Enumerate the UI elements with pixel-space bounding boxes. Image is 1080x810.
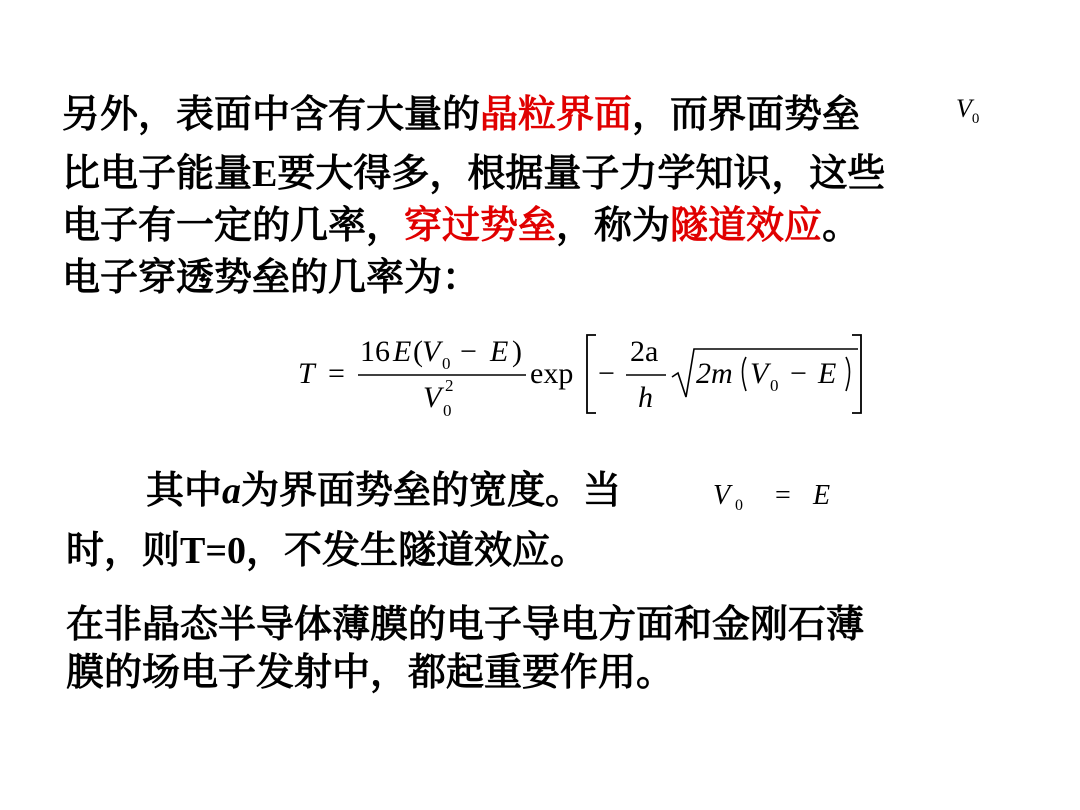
para1-line3-text-c: 。 — [822, 203, 861, 247]
formula-den-sub: 0 — [443, 401, 452, 420]
formula-right-bracket — [852, 335, 861, 413]
condition-v0-equals-e — [705, 470, 855, 520]
para1-line2-text-a: 比电子能量 — [62, 151, 253, 195]
para3-line2-text: 膜的场电子发射中，都起重要作用。 — [66, 650, 675, 694]
t-equals-zero: T=0 — [180, 530, 247, 572]
para1-line1-text-a: 另外，表面中含有大量的 — [62, 92, 481, 136]
para3-line1 — [66, 598, 864, 650]
para2-line1-text-b: 为界面势垒的宽度。当 — [241, 468, 622, 512]
para1-line3-text-b: ，称为 — [556, 203, 671, 247]
formula-sqrt-2m: 2m — [696, 357, 733, 390]
para2-line1 — [146, 464, 621, 517]
para2-line1-text-a: 其中 — [146, 468, 223, 512]
para1-line4 — [62, 251, 480, 303]
para1-line1 — [62, 88, 860, 140]
width-var-a: a — [222, 470, 242, 512]
formula-sqrt-rparen — [846, 357, 850, 391]
v0-inline-v: V — [956, 94, 972, 123]
cond-V: V — [713, 480, 731, 511]
cross-barrier-highlight: 穿过势垒 — [404, 203, 557, 247]
formula-den-sup: 2 — [445, 376, 454, 395]
formula-frac2-num: 2a — [630, 335, 659, 368]
para3-line1-text: 在非晶态半导体薄膜的电子导电方面和金刚石薄 — [66, 602, 865, 646]
tunnel-effect-highlight: 隧道效应 — [670, 203, 823, 247]
grain-boundary-highlight: 晶粒界面 — [480, 92, 633, 136]
formula-minus: − — [598, 357, 615, 390]
formula-num-rparen: ) — [512, 335, 522, 368]
formula-T: T — [298, 357, 315, 390]
formula-num-minus: − — [460, 335, 477, 368]
cond-eq: = — [775, 480, 791, 511]
para1-line3-text-a: 电子有一定的几率， — [62, 203, 405, 247]
formula-equals: = — [328, 357, 345, 390]
v0-inline-sub: 0 — [971, 111, 980, 128]
formula-sqrt-V: V — [750, 357, 769, 390]
formula-left-bracket — [587, 335, 596, 413]
para2-line2-text-a: 时，则 — [66, 528, 181, 572]
formula-sqrt-minus: − — [790, 357, 807, 390]
formula-sqrt-E: E — [818, 357, 837, 390]
formula-exp: exp — [530, 357, 574, 390]
para2-line2-text-b: ，不发生隧道效应。 — [246, 528, 589, 572]
para1-line2-text-b: 要大得多，根据量子力学知识，这些 — [277, 151, 886, 195]
para2-line2 — [66, 524, 588, 577]
para1-line4-text: 电子穿透势垒的几率为： — [62, 255, 481, 299]
formula-den-V: V — [423, 381, 442, 414]
formula-sqrt-lparen — [743, 357, 747, 391]
formula-num-V: V — [422, 335, 441, 368]
formula-num-E2: E — [490, 335, 509, 368]
formula-num-sub: 0 — [442, 354, 451, 373]
cond-E: E — [813, 480, 831, 511]
formula-sqrt-sub: 0 — [770, 376, 779, 395]
formula-num-E: E — [393, 335, 412, 368]
para1-line3 — [62, 199, 860, 251]
para3-line2 — [66, 646, 674, 698]
formula-frac2-den: h — [638, 381, 653, 414]
cond-sub: 0 — [735, 497, 743, 514]
formula-num-lparen: ( — [413, 335, 423, 368]
para1-line1-text-b: ，而界面势垒 — [632, 92, 861, 136]
transmission-formula — [290, 325, 880, 425]
para1-line2 — [62, 147, 885, 200]
energy-E: E — [252, 153, 278, 195]
v0-inline-symbol — [956, 94, 979, 128]
formula-num-16: 16 — [360, 335, 390, 368]
